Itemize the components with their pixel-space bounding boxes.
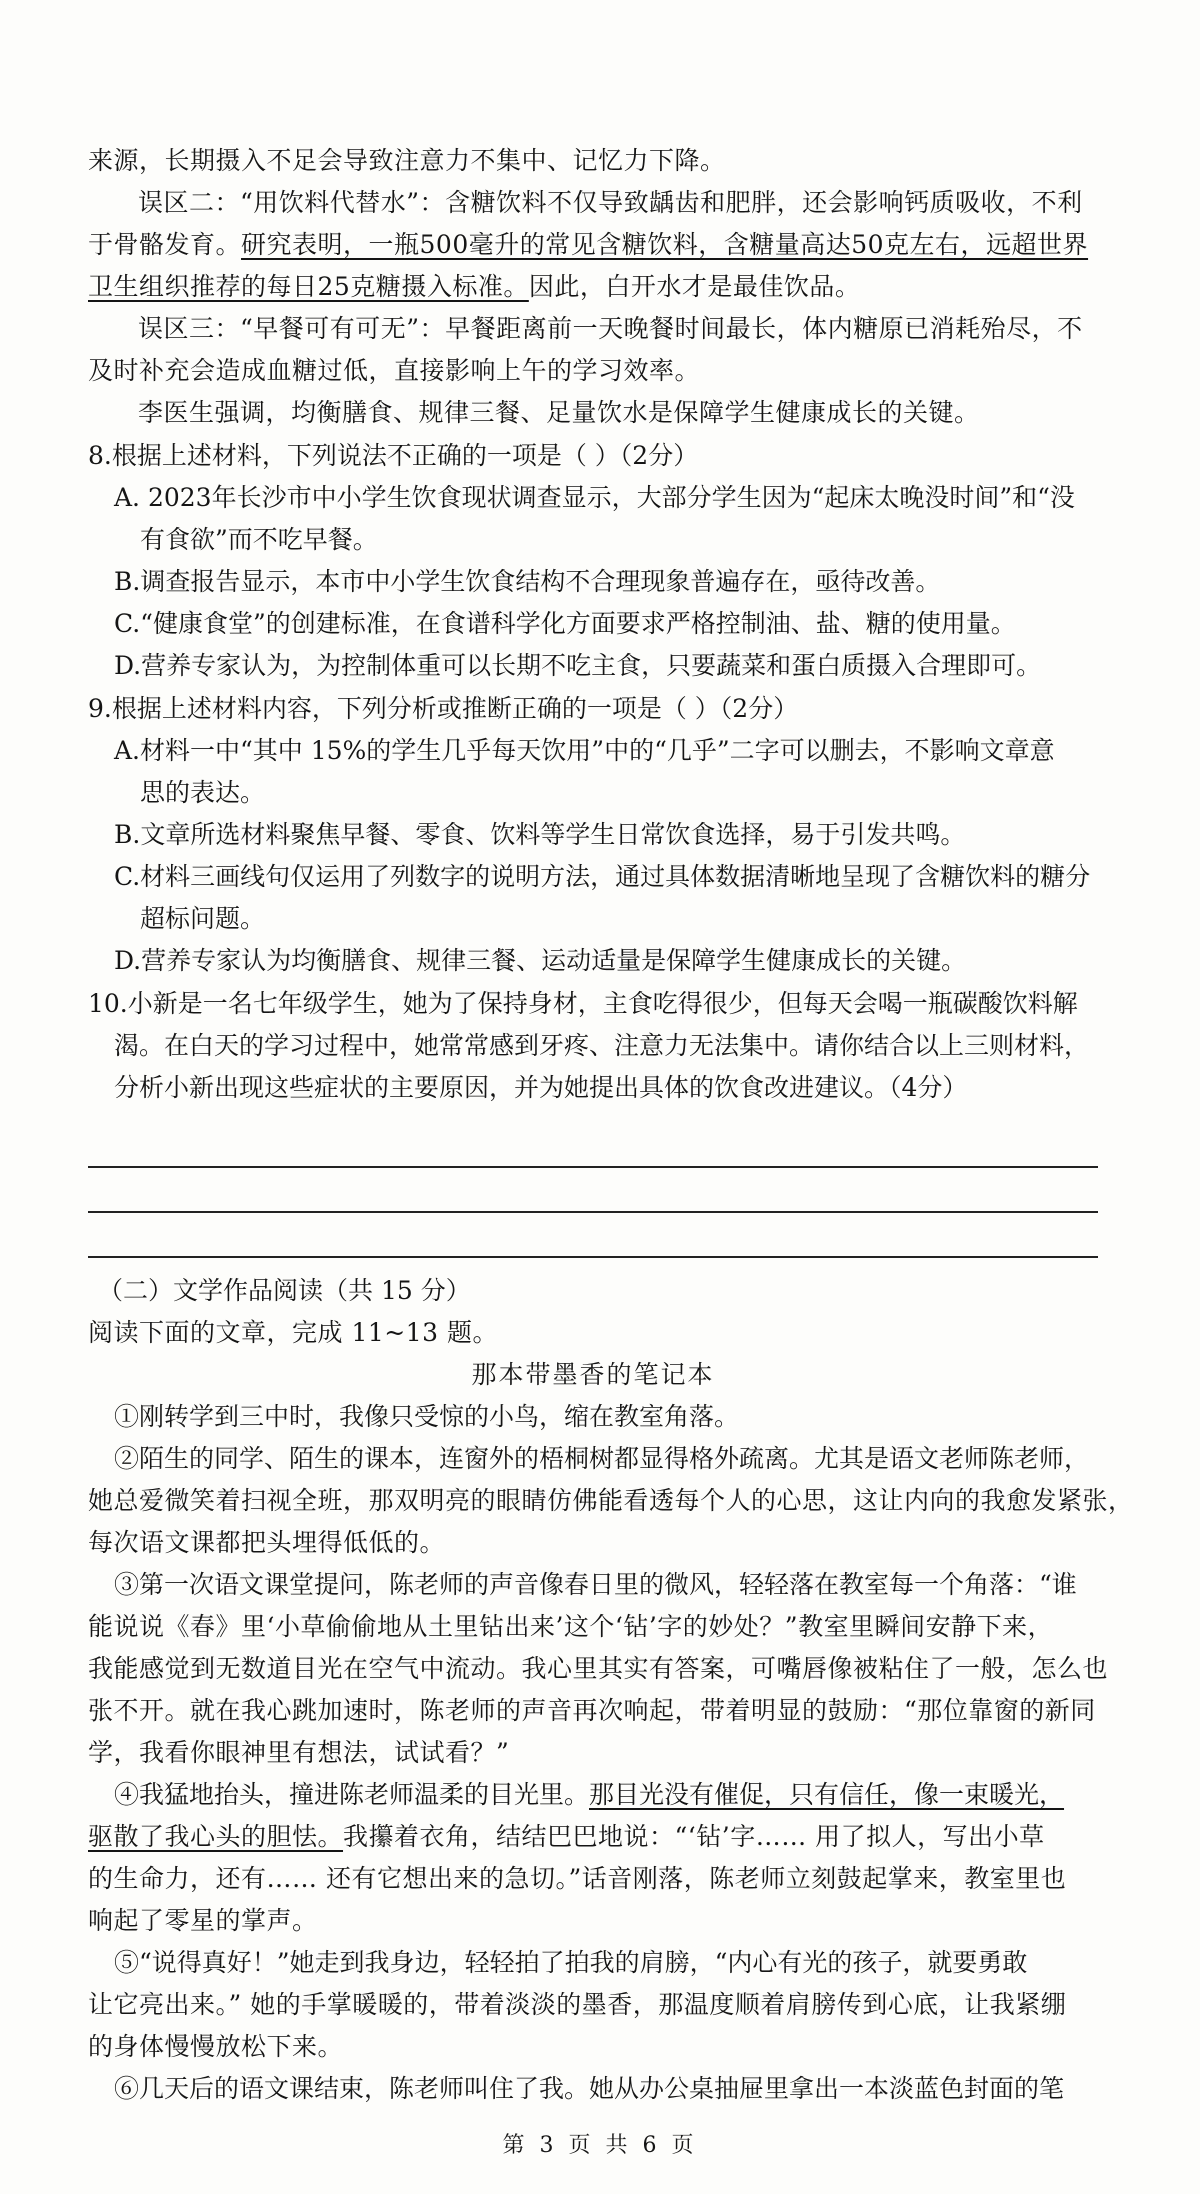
question-9-stem: 9.根据上述材料内容，下列分析或推断正确的一项是（ ）（2分） <box>88 694 799 723</box>
material-line: 误区三：“早餐可有可无”：早餐距离前一天晚餐时间最长，体内糖原已消耗殆尽，不 <box>138 314 1083 343</box>
story-paragraph-cont: 张不开。就在我心跳加速时，陈老师的声音再次响起，带着明显的鼓励：“那位靠窗的新同 <box>88 1696 1096 1725</box>
question-10-stem: 10.小新是一名七年级学生，她为了保持身材，主食吃得很少，但每天会喝一瓶碳酸饮料解 <box>88 989 1078 1018</box>
question-10-stem-cont: 分析小新出现这些症状的主要原因，并为她提出具体的饮食改进建议。（4分） <box>114 1073 968 1102</box>
story-paragraph <box>88 1774 1098 1816</box>
material-line: 及时补充会造成血糖过低，直接影响上午的学习效率。 <box>88 356 701 385</box>
question-8-option-a-cont: 有食欲”而不吃早餐。 <box>140 525 378 554</box>
material-line <box>88 224 1098 266</box>
section-instruction: 阅读下面的文章，完成 11~13 题。 <box>88 1318 498 1347</box>
underlined-sentence: 驱散了我心头的胆怯。 <box>88 1822 344 1851</box>
answer-line <box>88 1168 1098 1213</box>
material-text: 于骨骼发育。 <box>88 230 242 259</box>
question-9-option-b: B.文章所选材料聚焦早餐、零食、饮料等学生日常饮食选择，易于引发共鸣。 <box>114 820 966 849</box>
story-paragraph: ⑤“说得真好！”她走到我身边，轻轻拍了拍我的肩膀，“内心有光的孩子，就要勇敢 <box>114 1948 1028 1977</box>
section-heading: （二）文学作品阅读（共 15 分） <box>98 1276 471 1305</box>
material-line: 来源，长期摄入不足会导致注意力不集中、记忆力下降。 <box>88 146 726 175</box>
answer-line <box>88 1123 1098 1168</box>
answer-line <box>88 1213 1098 1258</box>
story-paragraph-cont: 让它亮出来。” 她的手掌暖暖的，带着淡淡的墨香，那温度顺着肩膀传到心底，让我紧绷 <box>88 1990 1067 2019</box>
question-8-option-a: A. 2023年长沙市中小学生饮食现状调查显示，大部分学生因为“起床太晚没时间”和“没 <box>114 483 1075 512</box>
question-9-option-c: C.材料三画线句仅运用了列数字的说明方法，通过具体数据清晰地呈现了含糖饮料的糖分 <box>114 862 1091 891</box>
question-8-option-b: B.调查报告显示，本市中小学生饮食结构不合理现象普遍存在，亟待改善。 <box>114 567 941 596</box>
story-paragraph-cont: 的身体慢慢放松下来。 <box>88 2032 344 2061</box>
material-line: 李医生强调，均衡膳食、规律三餐、足量饮水是保障学生健康成长的关键。 <box>138 398 980 427</box>
story-paragraph-cont: 她总爱微笑着扫视全班，那双明亮的眼睛仿佛能看透每个人的心思，这让内向的我愈发紧张， <box>88 1486 1134 1515</box>
question-9-option-a: A.材料一中“其中 15%的学生几乎每天饮用”中的“几乎”二字可以删去，不影响文章意 <box>114 736 1055 765</box>
story-title: 那本带墨香的笔记本 <box>471 1360 715 1389</box>
underlined-sentence: 卫生组织推荐的每日25克糖摄入标准。 <box>88 272 529 301</box>
story-paragraph-cont: 每次语文课都把头埋得低低的。 <box>88 1528 446 1557</box>
story-paragraph-cont: 学，我看你眼神里有想法，试试看？” <box>88 1738 510 1767</box>
question-9-option-d: D.营养专家认为均衡膳食、规律三餐、运动适量是保障学生健康成长的关键。 <box>114 946 967 975</box>
material-line: 误区二：“用饮料代替水”：含糖饮料不仅导致龋齿和肥胖，还会影响钙质吸收，不利 <box>138 188 1083 217</box>
story-paragraph-cont: 能说说《春》里‘小草偷偷地从土里钻出来’这个‘钻’字的妙处？”教室里瞬间安静下来， <box>88 1612 1054 1641</box>
story-text: 我攥着衣角，结结巴巴地说：“‘钻’字…… 用了拟人，写出小草 <box>343 1822 1045 1851</box>
material-line <box>88 266 1098 308</box>
story-paragraph: ①刚转学到三中时，我像只受惊的小鸟，缩在教室角落。 <box>114 1402 740 1431</box>
page-number: 第 3 页 共 6 页 <box>502 2133 698 2158</box>
story-paragraph: ⑥几天后的语文课结束，陈老师叫住了我。她从办公桌抽屉里拿出一本淡蓝色封面的笔 <box>114 2074 1065 2103</box>
question-8-option-d: D.营养专家认为，为控制体重可以长期不吃主食，只要蔬菜和蛋白质摄入合理即可。 <box>114 651 1042 680</box>
page-content <box>88 140 1134 2110</box>
underlined-sentence: 那目光没有催促，只有信任，像一束暖光， <box>589 1780 1065 1809</box>
story-paragraph-cont <box>88 1816 1098 1858</box>
story-paragraph: ③第一次语文课堂提问，陈老师的声音像春日里的微风，轻轻落在教室每一个角落：“谁 <box>114 1570 1077 1599</box>
question-8-stem: 8.根据上述材料，下列说法不正确的一项是（ ）（2分） <box>88 441 699 470</box>
story-paragraph-cont: 的生命力，还有…… 还有它想出来的急切。”话音刚落，陈老师立刻鼓起掌来，教室里也 <box>88 1864 1067 1893</box>
question-8-option-c: C.“健康食堂”的创建标准，在食谱科学化方面要求严格控制油、盐、糖的使用量。 <box>114 609 1016 638</box>
story-paragraph: ②陌生的同学、陌生的课本，连窗外的梧桐树都显得格外疏离。尤其是语文老师陈老师， <box>114 1444 1090 1473</box>
story-paragraph-cont: 响起了零星的掌声。 <box>88 1906 318 1935</box>
story-paragraph-cont: 我能感觉到无数道目光在空气中流动。我心里其实有答案，可嘴唇像被粘住了一般，怎么也 <box>88 1654 1109 1683</box>
underlined-sentence: 研究表明，一瓶500毫升的常见含糖饮料，含糖量高达50克左右，远超世界 <box>241 230 1089 259</box>
question-10-stem-cont: 渴。在白天的学习过程中，她常常感到牙疼、注意力无法集中。请你结合以上三则材料， <box>114 1031 1090 1060</box>
question-9-option-a-cont: 思的表达。 <box>140 778 266 807</box>
question-9-option-c-cont: 超标问题。 <box>140 904 266 933</box>
story-text: ④我猛地抬头，撞进陈老师温柔的目光里。 <box>114 1780 590 1809</box>
answer-area <box>88 1123 1098 1258</box>
material-text: 因此，白开水才是最佳饮品。 <box>528 272 861 301</box>
